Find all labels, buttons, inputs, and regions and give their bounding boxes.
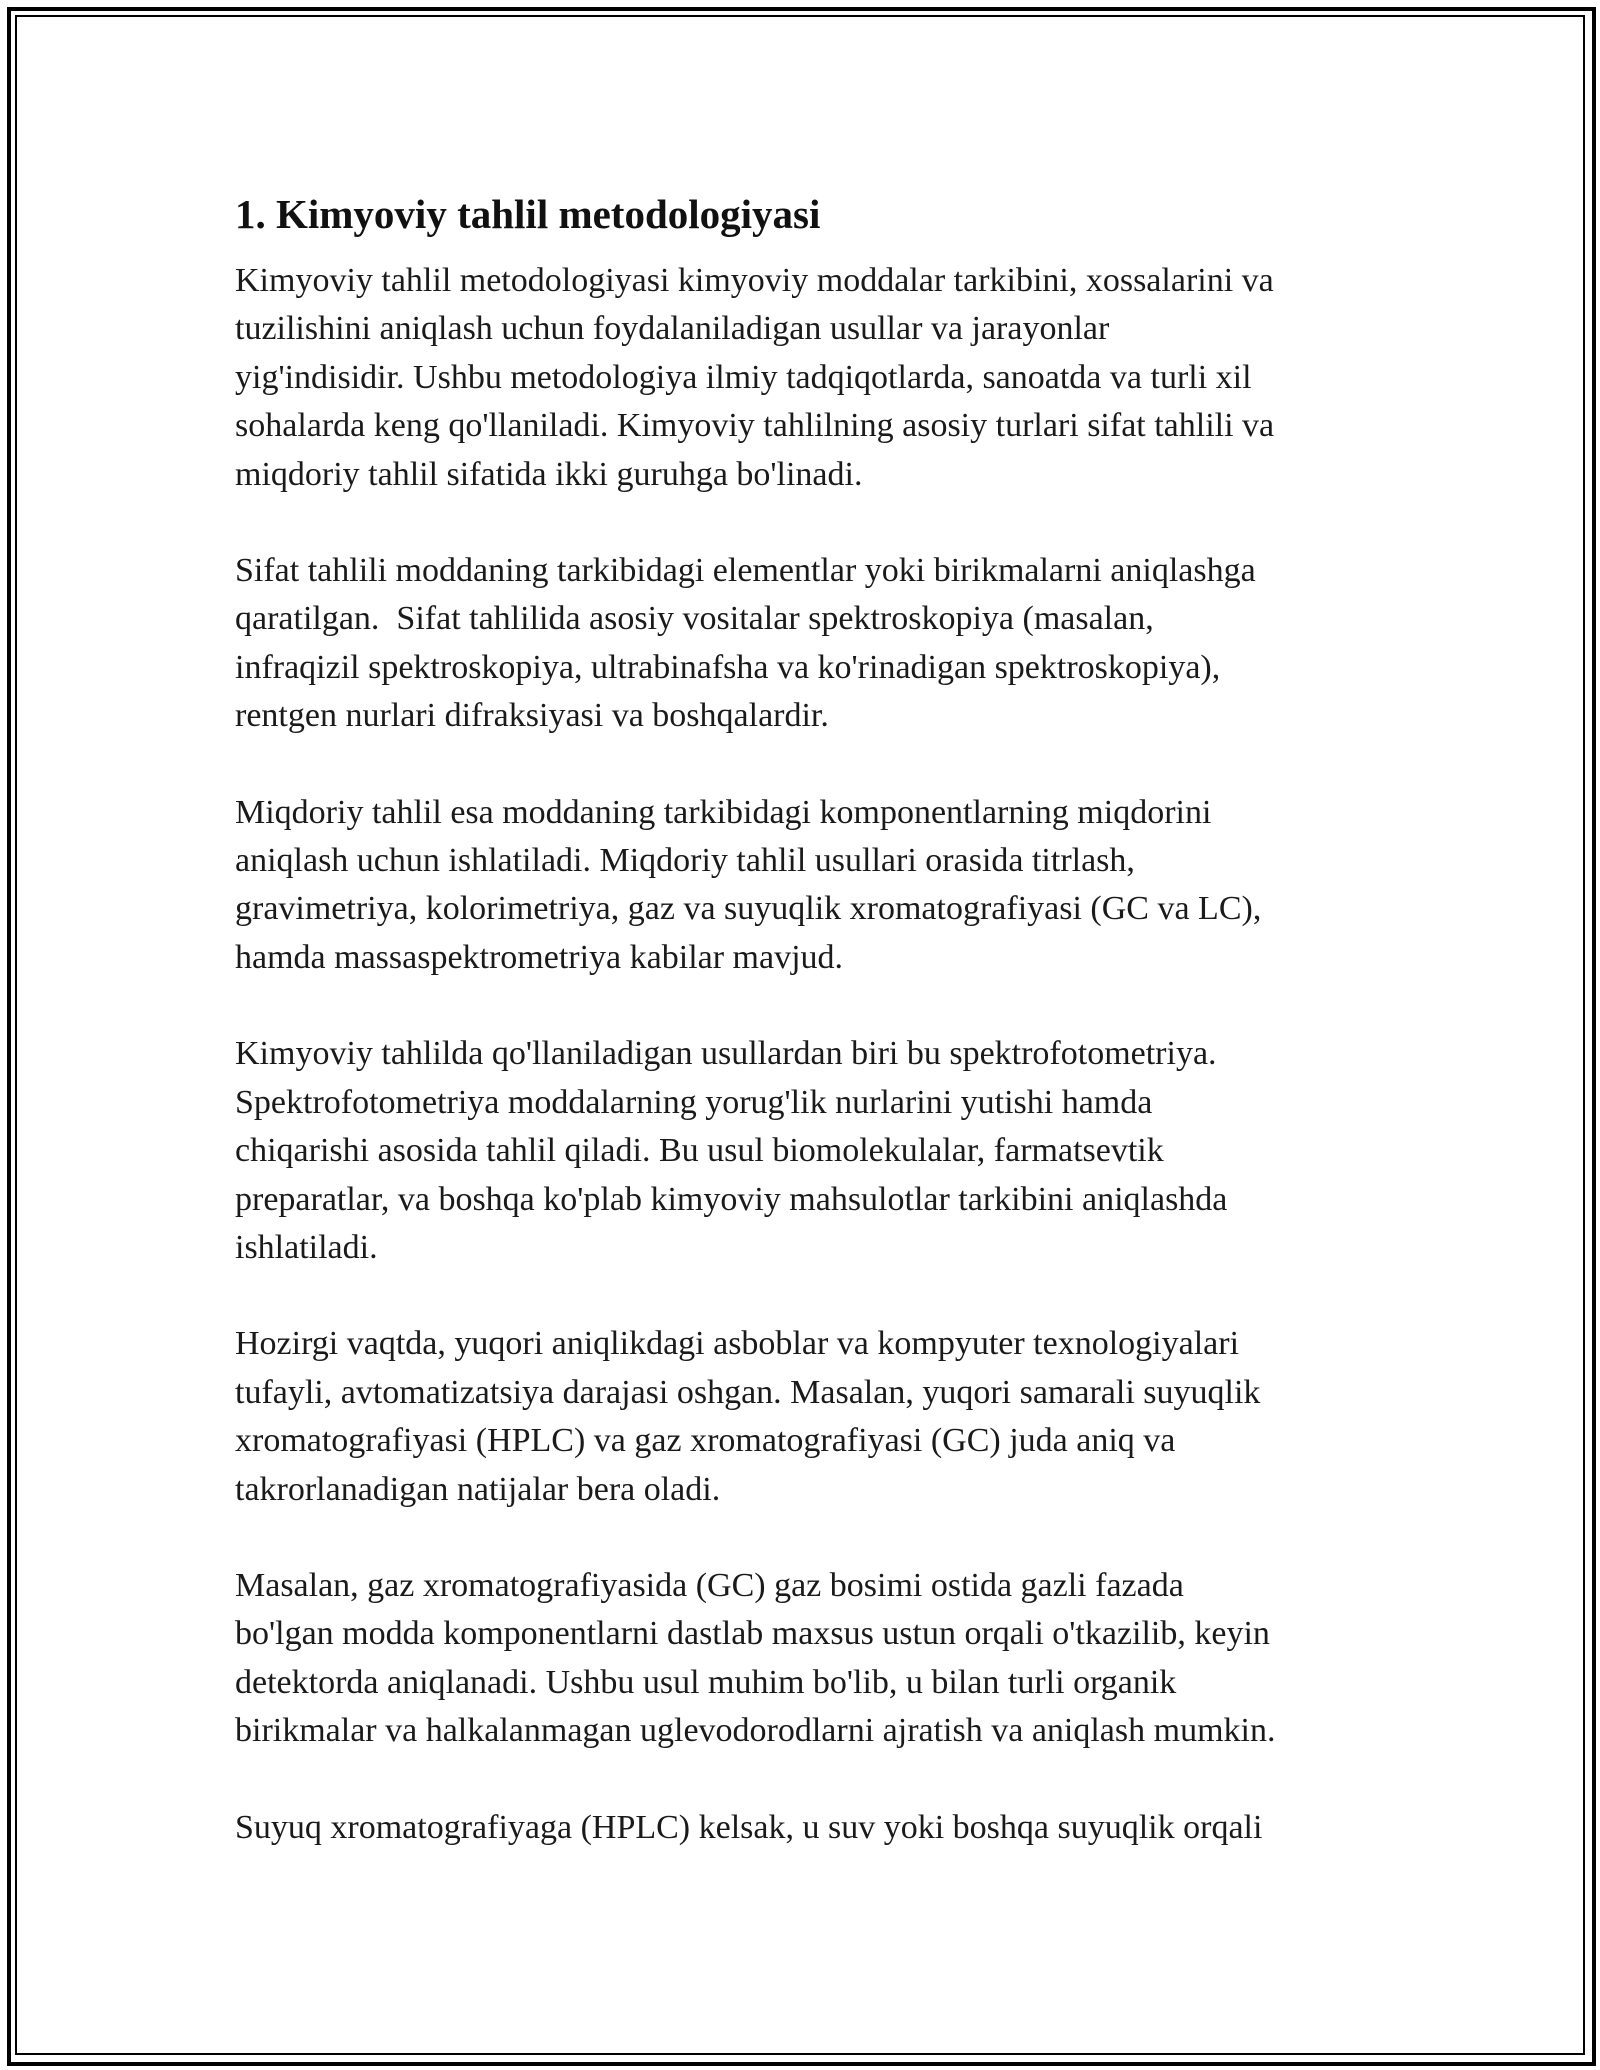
text-line: infraqizil spektroskopiya, ultrabinafsha va ko'rinadigan spektroskopiya),: [235, 648, 1221, 686]
paragraph-qualitative-analysis: [235, 547, 1375, 741]
text-line: sohalarda keng qo'llaniladi. Kimyoviy tahlilning asosiy turlari sifat tahlili va: [235, 407, 1275, 445]
text-line: hamda massaspektrometriya kabilar mavjud.: [235, 938, 844, 976]
text-line: miqdoriy tahlil sifatida ikki guruhga bo'linadi.: [235, 455, 863, 493]
text-line: chiqarishi asosida tahlil qiladi. Bu usul biomolekulalar, farmatsevtik: [235, 1132, 1164, 1170]
text-line: qaratilgan. Sifat tahlilida asosiy vositalar spektroskopiya (masalan,: [235, 600, 1154, 638]
text-line: Miqdoriy tahlil esa moddaning tarkibidagi komponentlarning miqdorini: [235, 793, 1212, 831]
text-line: ishlatiladi.: [235, 1228, 378, 1266]
text-line: rentgen nurlari difraksiyasi va boshqalardir.: [235, 697, 829, 735]
text-line: takrorlanadigan natijalar bera oladi.: [235, 1470, 721, 1508]
text-line: Spektrofotometriya moddalarning yorug'lik nurlarini yutishi hamda: [235, 1083, 1153, 1121]
paragraph-methodology-intro: [235, 257, 1375, 499]
text-line: birikmalar va halkalanmagan uglevodorodlarni ajratish va aniqlash mumkin.: [235, 1712, 1276, 1750]
text-line: tuzilishini aniqlash uchun foydalaniladigan usullar va jarayonlar: [235, 310, 1110, 348]
text-line: Suyuq xromatografiyaga (HPLC) kelsak, u suv yoki boshqa suyuqlik orqali: [235, 1808, 1263, 1846]
text-line: detektorda aniqlanadi. Ushbu usul muhim bo'lib, u bilan turli organik: [235, 1663, 1177, 1701]
document-title: 1. Kimyoviy tahlil metodologiyasi: [235, 191, 821, 237]
text-line: Hozirgi vaqtda, yuqori aniqlikdagi asboblar va kompyuter texnologiyalari: [235, 1325, 1240, 1363]
paragraph-spectrophotometry: [235, 1030, 1375, 1272]
text-line: aniqlash uchun ishlatiladi. Miqdoriy tahlil usullari orasida titrlash,: [235, 842, 1135, 880]
paragraph-liquid-chromatography: [235, 1804, 1375, 1852]
text-line: bo'lgan modda komponentlarni dastlab maxsus ustun orqali o'tkazilib, keyin: [235, 1615, 1270, 1653]
text-line: Kimyoviy tahlil metodologiyasi kimyoviy moddalar tarkibini, xossalarini va: [235, 262, 1274, 299]
text-line: tufayli, avtomatizatsiya darajasi oshgan. Masalan, yuqori samarali suyuqlik: [235, 1373, 1261, 1411]
text-line: gravimetriya, kolorimetriya, gaz va suyuqlik xromatografiyasi (GC va LC),: [235, 890, 1262, 928]
text-line: Sifat tahlili moddaning tarkibidagi elementlar yoki birikmalarni aniqlashga: [235, 552, 1256, 590]
paragraph-gas-chromatography: [235, 1562, 1375, 1756]
document-body: [235, 185, 1375, 1900]
text-line: preparatlar, va boshqa ko'plab kimyoviy mahsulotlar tarkibini aniqlashda: [235, 1180, 1228, 1218]
text-line: Kimyoviy tahlilda qo'llaniladigan usullardan biri bu spektrofotometriya.: [235, 1035, 1217, 1073]
paragraph-automation: [235, 1320, 1375, 1514]
text-line: yig'indisidir. Ushbu metodologiya ilmiy tadqiqotlarda, sanoatda va turli xil: [235, 358, 1252, 396]
text-line: xromatografiyasi (HPLC) va gaz xromatografiyasi (GC) juda aniq va: [235, 1422, 1176, 1460]
paragraph-quantitative-analysis: [235, 789, 1375, 983]
text-line: Masalan, gaz xromatografiyasida (GC) gaz bosimi ostida gazli fazada: [235, 1566, 1184, 1604]
